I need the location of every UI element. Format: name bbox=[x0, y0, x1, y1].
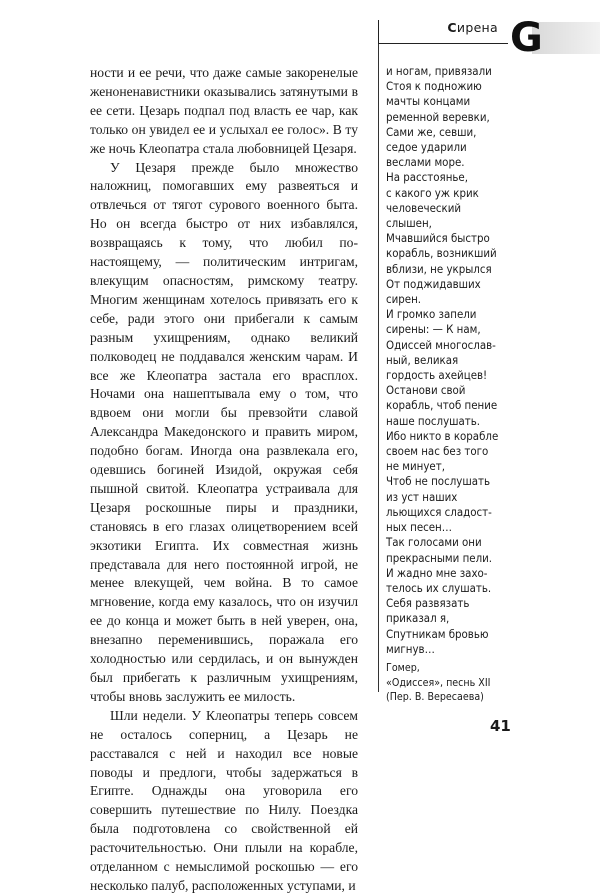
main-text-column bbox=[90, 64, 358, 896]
paragraph-1: ности и ее речи, что даже самые закоренелые женоненавистники оказывались затянутыми в ее сети. Цезарь подпал под власть ее чар, как только он увидел ее и услыхал ее голос». В ту же ночь Клеопатра стала любовницей Цезаря. bbox=[90, 65, 358, 156]
quote-line: Себя развязать bbox=[386, 596, 470, 611]
paragraph-2: У Цезаря прежде было множество наложниц, помогавших ему развеяться и отвлечься от тягот сурового военного быта. Но он всегда быстро от них избавлялся, возвращаясь к тому, что любил по-настоящему, — политическим интригам, влекущим опасностям, римскому театру. Многим женщинам хотелось привязать его к себе, ради этого они прибегали к самым разным ухищрениям, однако великий полководец не поддавался женским чарам. И все же Клеопатра застала его врасплох. Ночами она нашептывала ему о том, что вдвоем они могли бы превзойти славой Александра Македонского и править миром, подобно богам. Иногда она развлекала его, одевшись богиней Изидой, окружая себя пышной свитой. Клеопатра устраивала для Цезаря роскошные пиры и праздники, становясь в его глазах олицетворением всей экзотики Египта. Их совместная жизнь представала для него постоянной игрой, не менее влекущей, чем война. В то самое мгновение, когда ему казалось, что он изучил ее до конца и может быть в ней уверен, она, внезапно переменившись, поражала его холодностью или сердилась, и он вынужден был прибегать к различным ухищрениям, чтобы вновь заслужить ее милость. bbox=[90, 159, 358, 704]
quote-line: гордость ахейцев! bbox=[386, 368, 488, 383]
quote-line: своем нас без того bbox=[386, 444, 489, 459]
attribution-work: «Одиссея», песнь XII bbox=[386, 676, 491, 689]
quote-line: И громко запели bbox=[386, 307, 477, 322]
quote-line: Мчавшийся быстро bbox=[386, 231, 490, 246]
quote-line: прекрасными пели. bbox=[386, 550, 493, 565]
running-head-text: ирена bbox=[456, 20, 498, 35]
quote-line: Одиссей многослав- bbox=[386, 337, 496, 352]
quote-attribution bbox=[386, 661, 510, 705]
chapter-tab-letter: G bbox=[510, 15, 543, 61]
attribution-author: Гомер, bbox=[386, 661, 420, 674]
quote-line: веслами море. bbox=[386, 155, 465, 170]
header-horizontal-rule bbox=[378, 43, 508, 44]
quote-line: И жадно мне захо- bbox=[386, 565, 488, 580]
quote-line: Стоя к подножию bbox=[386, 79, 482, 94]
running-head-initial: С bbox=[447, 20, 457, 35]
quote-line: наше послушать. bbox=[386, 413, 481, 428]
quote-line: Ибо никто в корабле bbox=[386, 428, 499, 443]
running-head bbox=[380, 20, 498, 35]
quote-line: слышен, bbox=[386, 216, 432, 231]
quote-line: ный, великая bbox=[386, 352, 459, 367]
quote-line: От поджидавших bbox=[386, 276, 481, 291]
quote-line: вблизи, не укрылся bbox=[386, 261, 492, 276]
paragraph-3: Шли недели. У Клеопатры теперь совсем не осталось соперниц, а Цезарь не расставался с ней и находил все новые поводы и предлоги, чтобы задержаться в Египте. Однажды она уговорила его совершить путешествие по Нилу. Поездка была подготовлена со свойственной ей расточительностью. Они плыли на корабле, отделанном с немыслимой роскошью — его несколько палуб, расположенных уступами, и bbox=[90, 707, 358, 893]
quote-line: из уст наших bbox=[386, 489, 458, 504]
quote-line: Так голосами они bbox=[386, 535, 482, 550]
quote-line: сирены: — К нам, bbox=[386, 322, 481, 337]
sidebar-quote bbox=[386, 64, 510, 705]
quote-line: седое ударили bbox=[386, 140, 467, 155]
quote-line: мачты концами bbox=[386, 94, 471, 109]
quote-line: ременной веревки, bbox=[386, 109, 490, 124]
chapter-tab bbox=[502, 15, 600, 61]
quote-line: Чтоб не послушать bbox=[386, 474, 490, 489]
quote-line: льющихся сладост- bbox=[386, 504, 492, 519]
quote-line: приказал я, bbox=[386, 611, 450, 626]
quote-line: Сами же, севши, bbox=[386, 124, 477, 139]
attribution-translator: (Пер. В. Вересаева) bbox=[386, 691, 484, 704]
quote-line: Останови свой bbox=[386, 383, 466, 398]
quote-line: человеческий bbox=[386, 200, 462, 215]
quote-line: телось их слушать. bbox=[386, 580, 492, 595]
quote-line: и ногам, привязали bbox=[386, 64, 492, 78]
quote-line: ных песен… bbox=[386, 520, 453, 535]
page-number: 41 bbox=[490, 717, 511, 735]
quote-line: не минует, bbox=[386, 459, 445, 474]
quote-line: сирен. bbox=[386, 292, 422, 307]
quote-line: корабль, возникший bbox=[386, 246, 497, 261]
quote-line: Спутникам бровью bbox=[386, 626, 489, 641]
quote-line: мигнув… bbox=[386, 641, 435, 656]
quote-line: с какого уж крик bbox=[386, 185, 479, 200]
quote-line: корабль, чтоб пение bbox=[386, 398, 498, 413]
quote-line: На расстоянье, bbox=[386, 170, 468, 185]
sidebar-rule bbox=[378, 44, 379, 692]
